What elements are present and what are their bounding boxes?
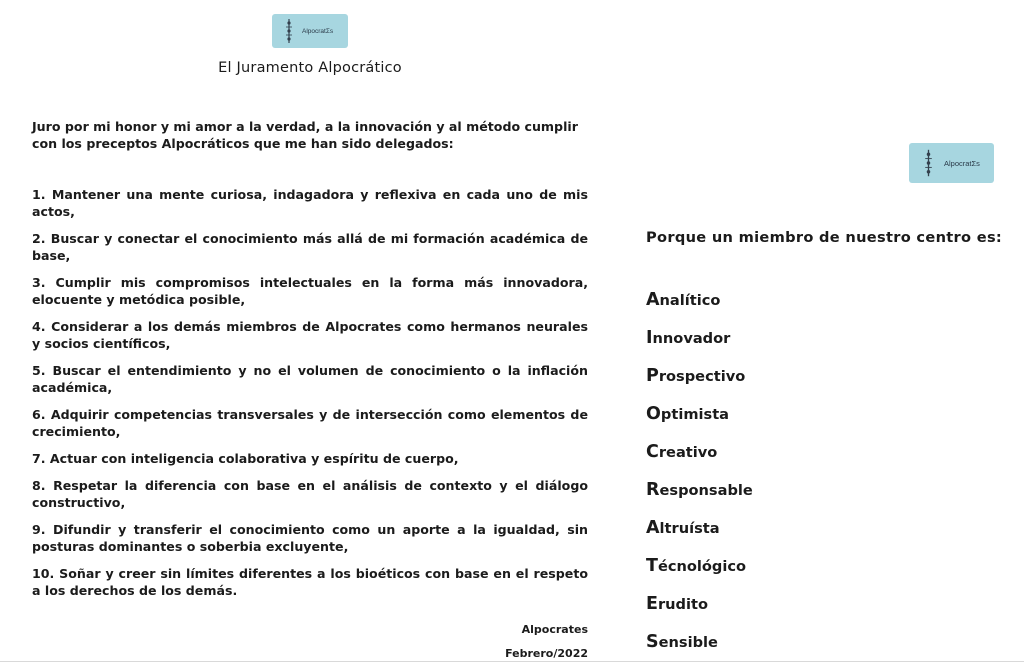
acrostic-initial: P — [646, 366, 659, 386]
acrostic-initial: A — [646, 518, 660, 538]
acrostic-rest: ltruísta — [659, 520, 720, 537]
acrostic-rest: écnológico — [657, 558, 747, 575]
acrostic-word — [646, 404, 753, 442]
precept-item: 7. Actuar con inteligencia colaborativa y espíritu de cuerpo, — [32, 451, 459, 466]
acrostic-rest: ensible — [658, 634, 718, 651]
acrostic-rest: esponsable — [659, 482, 753, 499]
neuron-icon — [923, 148, 934, 178]
oath-precepts-list — [32, 186, 588, 609]
acrostic-initial: A — [646, 290, 660, 310]
acrostic-rest: nalítico — [659, 292, 721, 309]
acrostic-word — [646, 328, 753, 366]
precept-item: 3. Cumplir mis compromisos intelectuales en la forma más innovadora, elocuente y metódica posible, — [32, 275, 588, 307]
acrostic-word — [646, 594, 753, 632]
apocrates-acrostic-list — [646, 290, 753, 670]
signature-name: Alpocrates — [521, 623, 588, 636]
acrostic-initial: I — [646, 328, 653, 348]
acrostic-word — [646, 632, 753, 670]
precept-item: 5. Buscar el entendimiento y no el volumen de conocimiento o la inflación académica, — [32, 363, 588, 395]
acrostic-initial: T — [646, 556, 658, 576]
acrostic-rest: ptimista — [660, 406, 730, 423]
signature-date: Febrero/2022 — [505, 647, 588, 660]
neuron-icon — [284, 18, 294, 44]
precept-item: 9. Difundir y transferir el conocimiento como un aporte a la igualdad, sin posturas dominantes o soberbia excluyente, — [32, 522, 588, 554]
acrostic-rest: reativo — [658, 444, 718, 461]
acrostic-initial: O — [646, 404, 661, 424]
precept-item: 10. Soñar y creer sin límites diferentes a los bioéticos con base en el respeto a los derechos de los demás. — [32, 566, 588, 598]
acrostic-word — [646, 518, 753, 556]
page-divider — [0, 661, 1024, 662]
document-title: El Juramento Alpocrático — [218, 60, 402, 76]
oath-intro: Juro por mi honor y mi amor a la verdad, a la innovación y al método cumplir con los preceptos Alpocráticos que me han sido delegados: — [32, 119, 578, 151]
acrostic-word — [646, 442, 753, 480]
precept-item: 1. Mantener una mente curiosa, indagadora y reflexiva en cada uno de mis actos, — [32, 187, 588, 219]
logo-text: AlpocratΣs — [302, 27, 334, 35]
acrostic-initial: S — [646, 632, 659, 652]
acrostic-rest: rospectivo — [658, 368, 746, 385]
acrostic-initial: R — [646, 480, 660, 500]
precept-item: 6. Adquirir competencias transversales y de intersección como elementos de crecimiento, — [32, 407, 588, 439]
acrostic-initial: C — [646, 442, 659, 462]
logo-text: AlpocratΣs — [944, 158, 980, 168]
precept-item: 4. Considerar a los demás miembros de Alpocrates como hermanos neurales y socios científicos, — [32, 319, 588, 351]
acrostic-rest: rudito — [657, 596, 709, 613]
acrostic-word — [646, 480, 753, 518]
acrostic-word — [646, 366, 753, 404]
member-qualities-heading: Porque un miembro de nuestro centro es: — [646, 229, 1003, 246]
acrostic-rest: nnovador — [652, 330, 731, 347]
alpocrates-logo — [909, 143, 994, 183]
precept-item: 8. Respetar la diferencia con base en el análisis de contexto y el diálogo constructivo, — [32, 478, 588, 510]
precept-item: 2. Buscar y conectar el conocimiento más allá de mi formación académica de base, — [32, 231, 588, 263]
alpocrates-logo — [272, 14, 348, 48]
acrostic-word — [646, 290, 753, 328]
acrostic-word — [646, 556, 753, 594]
acrostic-initial: E — [646, 594, 658, 614]
